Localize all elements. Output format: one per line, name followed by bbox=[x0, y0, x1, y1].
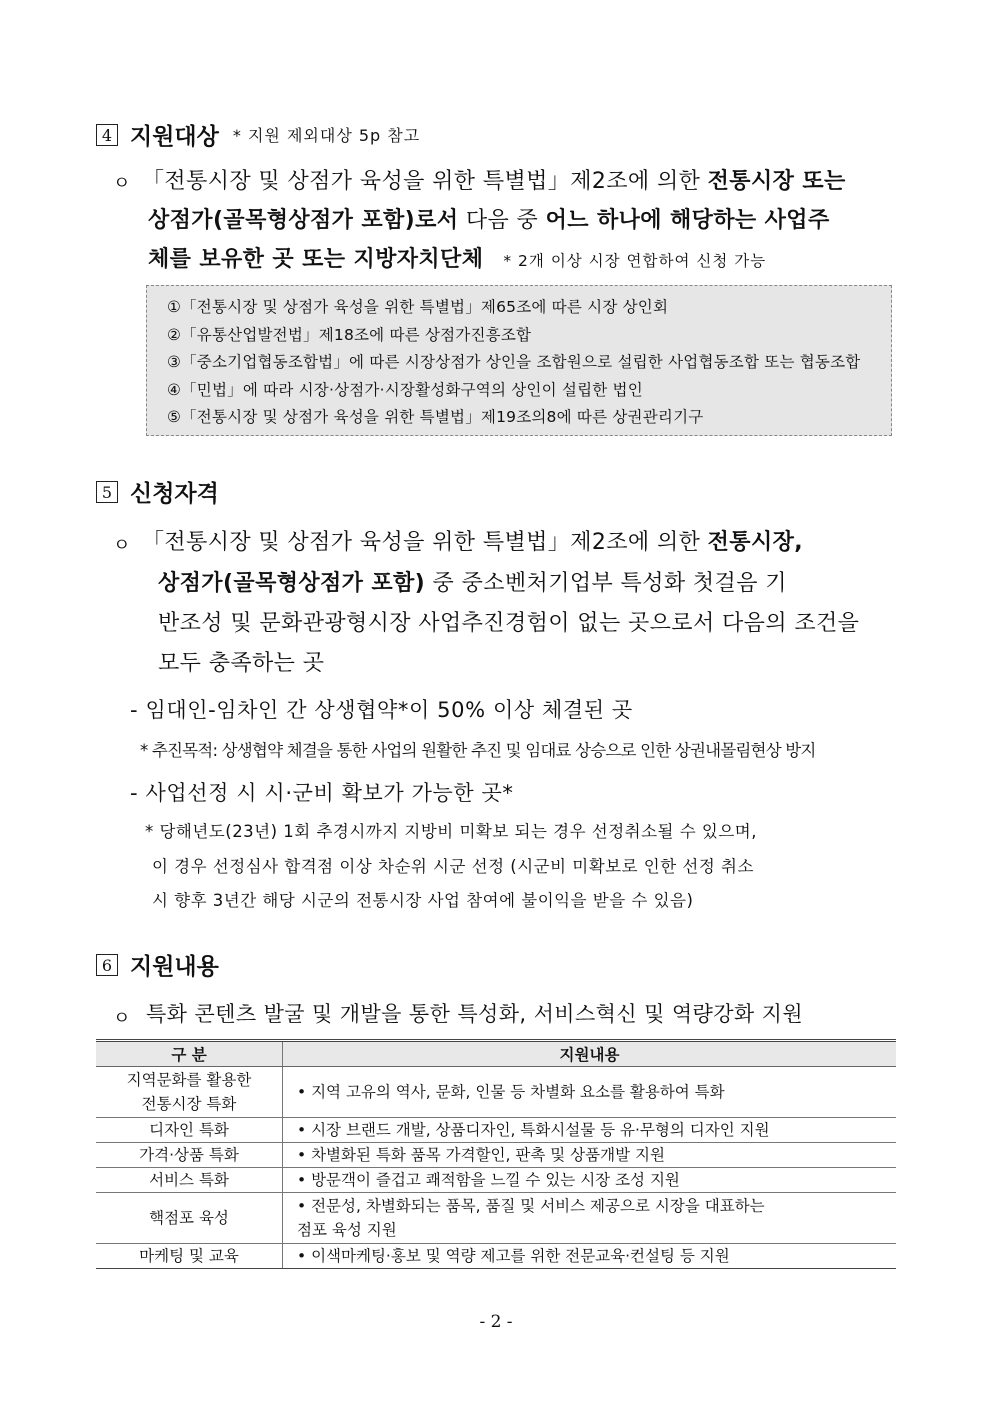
eligible-item: ②「유통산업발전법」제18조에 따른 상점가진흥조합 bbox=[167, 325, 532, 344]
table-header-content: 지원내용 bbox=[283, 1041, 897, 1067]
table-cell-category: 서비스 특화 bbox=[96, 1168, 283, 1193]
section4-line1 bbox=[142, 164, 846, 195]
eligible-item: ①「전통시장 및 상점가 육성을 위한 특별법」제65조에 따른 시장 상인회 bbox=[167, 298, 669, 316]
section5-line3: 반조성 및 문화관광형시장 사업추진경험이 없는 곳으로서 다음의 조건을 bbox=[158, 611, 860, 636]
table-row bbox=[96, 1118, 896, 1143]
section4-note: * 지원 제외대상 5p 참고 bbox=[232, 126, 421, 145]
table-cell-desc: • 시장 브랜드 개발, 상품디자인, 특화시설물 등 유·무형의 디자인 지원 bbox=[283, 1118, 897, 1143]
support-content-table bbox=[96, 1039, 896, 1269]
section5-number: 5 bbox=[96, 481, 118, 503]
table-cell-category: 가격·상품 특화 bbox=[96, 1143, 283, 1168]
section6-number: 6 bbox=[96, 954, 118, 976]
table-cell-desc: • 방문객이 즐겁고 쾌적함을 느낄 수 있는 시장 조성 지원 bbox=[283, 1168, 897, 1193]
section5-condition-1: - 임대인-임차인 간 상생협약*이 50% 이상 체결된 곳 bbox=[130, 698, 633, 722]
section5-condition-2-note-2: 이 경우 선정심사 합격점 이상 차순위 시군 선정 (시군비 미확보로 인한 선정 취소 bbox=[152, 857, 754, 876]
section4-line3-bold: 체를 보유한 곳 또는 지방자치단체 bbox=[148, 247, 484, 272]
section5-condition-2-note-1: * 당해년도(23년) 1회 추경시까지 지방비 미확보 되는 경우 선정취소될 수 있으며, bbox=[145, 822, 757, 841]
section4-line3-note: * 2개 이상 시장 연합하여 신청 가능 bbox=[503, 252, 767, 270]
table-row bbox=[96, 1193, 896, 1244]
section6-title: 지원내용 bbox=[130, 954, 219, 980]
section5-condition-1-note: * 추진목적: 상생협약 체결을 통한 사업의 원활한 추진 및 임대료 상승으로 인한 상권내몰림현상 방지 bbox=[140, 741, 816, 760]
section4-heading bbox=[96, 118, 420, 151]
section4-line1-text: 「전통시장 및 상점가 육성을 위한 특별법」제2조에 의한 bbox=[142, 169, 708, 194]
table-header-category: 구 분 bbox=[96, 1041, 283, 1067]
table-cell-category: 핵점포 육성 bbox=[96, 1193, 283, 1244]
section4-bullet: ㅇ bbox=[113, 173, 131, 194]
section5-line1 bbox=[142, 525, 803, 556]
section5-line1-bold: 전통시장, bbox=[707, 530, 804, 555]
table-row bbox=[96, 1168, 896, 1193]
section4-line2 bbox=[148, 203, 830, 234]
page-number: - 2 - bbox=[479, 1312, 513, 1332]
table-header-row bbox=[96, 1041, 896, 1067]
section5-condition-2: - 사업선정 시 시·군비 확보가 가능한 곳* bbox=[130, 781, 514, 805]
table-row bbox=[96, 1244, 896, 1269]
table-cell-category: 디자인 특화 bbox=[96, 1118, 283, 1143]
section5-condition-2-note-3: 시 향후 3년간 해당 시군의 전통시장 사업 참여에 불이익을 받을 수 있음) bbox=[152, 891, 694, 910]
eligible-entities-box bbox=[146, 285, 892, 436]
section4-number: 4 bbox=[96, 124, 118, 146]
table-cell-desc: • 차별화된 특화 품목 가격할인, 판촉 및 상품개발 지원 bbox=[283, 1143, 897, 1168]
section5-line2-text: 중 중소벤처기업부 특성화 첫걸음 기 bbox=[425, 571, 787, 596]
eligible-item: ⑤「전통시장 및 상점가 육성을 위한 특별법」제19조의8에 따른 상권관리기구 bbox=[167, 408, 704, 426]
section5-line1-text: 「전통시장 및 상점가 육성을 위한 특별법」제2조에 의한 bbox=[142, 530, 708, 555]
table-cell-category: 지역문화를 활용한 전통시장 특화 bbox=[96, 1067, 283, 1118]
section5-line2 bbox=[158, 566, 787, 597]
section5-line2-bold: 상점가(골목형상점가 포함) bbox=[158, 571, 426, 596]
section6-line1: 특화 콘텐츠 발굴 및 개발을 통한 특성화, 서비스혁신 및 역량강화 지원 bbox=[146, 1002, 804, 1026]
eligible-item: ③「중소기업협동조합법」에 따른 시장상점가 상인을 조합원으로 설립한 사업협동조합 또는 협동조합 bbox=[167, 353, 861, 371]
section5-bullet: ㅇ bbox=[113, 535, 131, 556]
table-row bbox=[96, 1067, 896, 1118]
section4-line1-bold: 전통시장 또는 bbox=[707, 169, 846, 194]
section5-line4: 모두 충족하는 곳 bbox=[158, 651, 325, 676]
section6-heading bbox=[96, 948, 219, 981]
section5-heading bbox=[96, 475, 219, 508]
eligible-item: ④「민법」에 따라 시장·상점가·시장활성화구역의 상인이 설립한 법인 bbox=[167, 380, 643, 399]
section6-bullet: ㅇ bbox=[113, 1008, 131, 1029]
section5-title: 신청자격 bbox=[130, 481, 219, 507]
section4-line2-bold-c: 어느 하나에 해당하는 사업주 bbox=[545, 208, 830, 233]
table-cell-desc: • 지역 고유의 역사, 문화, 인물 등 차별화 요소를 활용하여 특화 bbox=[283, 1067, 897, 1118]
section4-title: 지원대상 bbox=[130, 124, 219, 150]
section4-line2-bold-a: 상점가(골목형상점가 포함)로서 bbox=[148, 208, 459, 233]
section4-line3 bbox=[148, 242, 766, 273]
section4-line2-text: 다음 중 bbox=[458, 208, 546, 233]
table-cell-desc: • 전문성, 차별화되는 품목, 품질 및 서비스 제공으로 시장을 대표하는 점포 육성 지원 bbox=[283, 1193, 897, 1244]
table-cell-desc: • 이색마케팅·홍보 및 역량 제고를 위한 전문교육·컨설팅 등 지원 bbox=[283, 1244, 897, 1269]
table-cell-category: 마케팅 및 교육 bbox=[96, 1244, 283, 1269]
table-row bbox=[96, 1143, 896, 1168]
